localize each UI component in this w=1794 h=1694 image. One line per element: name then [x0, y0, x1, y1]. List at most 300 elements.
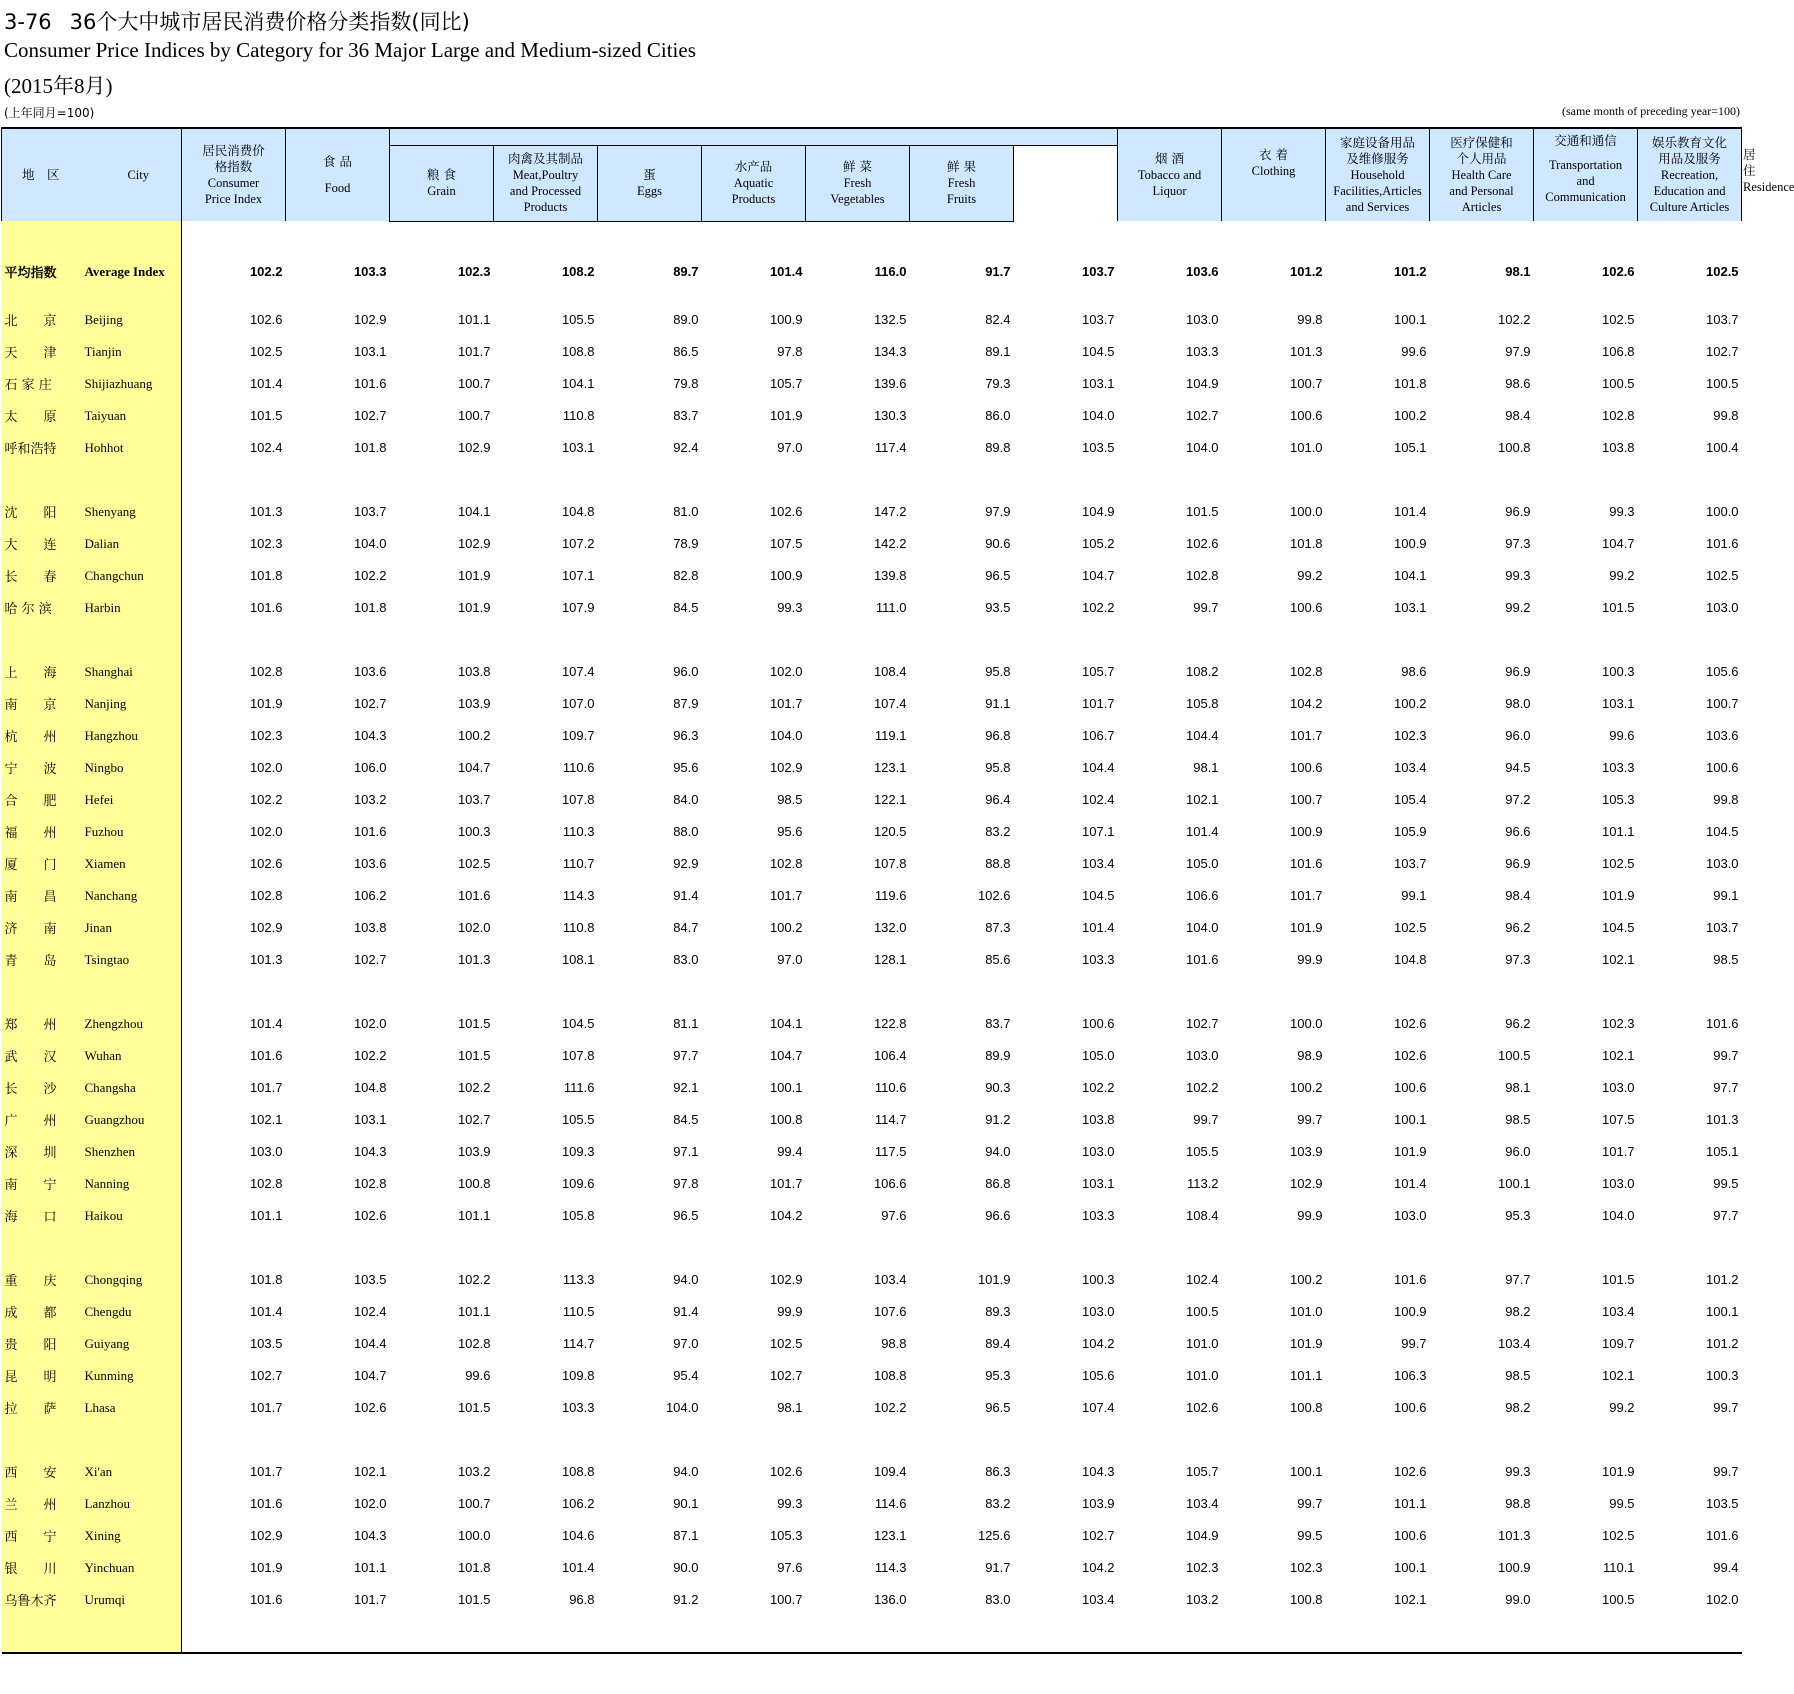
- city-name-cn: 拉 萨: [4, 1402, 57, 1417]
- index-value: 104.3: [1082, 1464, 1115, 1479]
- index-value: 105.4: [1394, 792, 1427, 807]
- header-meat-en: Meat,Poultry and Processed Products: [509, 168, 582, 214]
- row-label: [2, 1488, 182, 1520]
- city-row: [2, 688, 1742, 720]
- header-fruits: [910, 145, 1014, 221]
- index-value: 102.5: [1706, 568, 1739, 583]
- blank-cell: [702, 1616, 806, 1653]
- index-value: 105.5: [1186, 1144, 1219, 1159]
- index-value: 95.8: [985, 760, 1011, 775]
- header-region: [2, 128, 182, 221]
- index-value: 96.9: [1505, 856, 1531, 871]
- index-value: 103.7: [1082, 264, 1115, 279]
- blank-cell: [702, 464, 806, 496]
- index-value: 105.3: [1602, 792, 1635, 807]
- row-label: [2, 1520, 182, 1552]
- city-row: [2, 1200, 1742, 1232]
- index-value: 107.5: [769, 536, 803, 551]
- index-value: 101.5: [457, 1592, 491, 1607]
- index-value: 99.7: [1713, 1048, 1739, 1063]
- index-value: 104.3: [353, 1528, 387, 1543]
- blank-cell: [1638, 1616, 1742, 1653]
- city-name-cn: 长 春: [4, 570, 57, 585]
- index-value: 113.2: [1186, 1176, 1219, 1191]
- city-name-en: Xi'an: [84, 1463, 113, 1479]
- city-row: [2, 1520, 1742, 1552]
- index-value: 100.5: [1706, 376, 1739, 391]
- city-row: [2, 880, 1742, 912]
- city-row: [2, 304, 1742, 336]
- index-value: 101.4: [1082, 920, 1115, 935]
- header-tobacco-en: Tobacco and Liquor: [1137, 168, 1202, 198]
- blank-cell: [702, 1232, 806, 1264]
- index-value: 102.9: [353, 312, 387, 327]
- index-value: 95.3: [985, 1368, 1011, 1383]
- index-value: 105.5: [561, 1112, 595, 1127]
- city-row: [2, 1264, 1742, 1296]
- index-value: 98.8: [881, 1336, 907, 1351]
- index-value: 103.3: [561, 1400, 595, 1415]
- index-value: 101.1: [1394, 1496, 1427, 1511]
- index-value: 101.7: [457, 344, 491, 359]
- index-value: 106.0: [353, 760, 387, 775]
- city-name-cn: 石 家 庄: [4, 378, 52, 393]
- index-value: 110.8: [562, 408, 595, 423]
- header-household-en: Household Facilities,Articles and Services: [1333, 168, 1422, 214]
- index-value: 104.0: [1186, 920, 1219, 935]
- city-name-cn: 南 宁: [4, 1178, 57, 1193]
- index-value: 100.0: [1706, 504, 1739, 519]
- index-value: 105.7: [1186, 1464, 1219, 1479]
- index-value: 99.8: [1297, 312, 1323, 327]
- table-bottom: [2, 1616, 1742, 1653]
- index-value: 104.7: [1602, 536, 1635, 551]
- index-value: 101.5: [1186, 504, 1219, 519]
- index-value: 101.9: [769, 408, 803, 423]
- row-label: [2, 240, 182, 304]
- index-value: 100.6: [1394, 1400, 1427, 1415]
- index-value: 102.4: [1186, 1272, 1219, 1287]
- blank-cell: [1638, 1232, 1742, 1264]
- table-title-cn: [4, 6, 470, 36]
- index-value: 99.8: [1713, 408, 1739, 423]
- blank-cell: [702, 221, 806, 240]
- index-value: 101.5: [457, 1400, 491, 1415]
- index-value: 102.0: [457, 920, 491, 935]
- index-value: 101.8: [1394, 376, 1427, 391]
- index-value: 102.7: [249, 1368, 283, 1383]
- blank-cell: [1638, 624, 1742, 656]
- city-name-en: Jinan: [84, 919, 112, 935]
- blank-cell: [910, 976, 1014, 1008]
- index-value: 101.7: [769, 888, 803, 903]
- header-transport: [1534, 128, 1638, 221]
- index-value: 99.4: [777, 1144, 803, 1159]
- index-value: 103.2: [1186, 1592, 1219, 1607]
- header-recreation-cn: 娱乐教育文化用品及服务: [1652, 135, 1728, 166]
- row-label: [2, 880, 182, 912]
- blank-cell: [806, 1232, 910, 1264]
- index-value: 96.5: [985, 568, 1011, 583]
- index-value: 100.6: [1394, 1080, 1427, 1095]
- index-value: 89.1: [985, 344, 1011, 359]
- city-name-en: Hohhot: [84, 439, 124, 455]
- city-name-cn: 呼和浩特: [4, 442, 57, 457]
- row-label: [2, 1584, 182, 1616]
- index-value: 107.4: [561, 664, 595, 679]
- index-value: 101.5: [457, 1016, 491, 1031]
- city-name-cn: 北 京: [4, 314, 57, 329]
- index-value: 97.6: [777, 1560, 803, 1575]
- city-row: [2, 1136, 1742, 1168]
- index-value: 98.1: [1193, 760, 1219, 775]
- index-value: 100.1: [1290, 1464, 1323, 1479]
- index-value: 102.6: [1602, 264, 1635, 279]
- index-value: 89.9: [985, 1048, 1011, 1063]
- index-value: 91.2: [985, 1112, 1011, 1127]
- index-value: 101.6: [353, 376, 387, 391]
- index-value: 102.9: [1290, 1176, 1323, 1191]
- index-value: 107.5: [1602, 1112, 1635, 1127]
- index-value: 102.7: [1082, 1528, 1115, 1543]
- city-row: [2, 1104, 1742, 1136]
- index-value: 106.3: [1394, 1368, 1427, 1383]
- index-value: 105.0: [1082, 1048, 1115, 1063]
- blank-cell: [910, 1424, 1014, 1456]
- index-value: 96.4: [985, 792, 1011, 807]
- city-name-cn: 郑 州: [4, 1018, 57, 1033]
- index-value: 101.2: [1706, 1272, 1739, 1287]
- index-value: 100.0: [1290, 1016, 1323, 1031]
- index-value: 99.7: [1193, 1112, 1219, 1127]
- index-value: 102.8: [769, 856, 803, 871]
- index-value: 123.1: [873, 1528, 907, 1543]
- index-value: 105.6: [1082, 1368, 1115, 1383]
- index-value: 101.9: [1290, 920, 1323, 935]
- blank-cell: [1222, 221, 1326, 240]
- blank-cell: [182, 976, 286, 1008]
- index-value: 104.1: [1394, 568, 1427, 583]
- header-grain-en: Grain: [427, 184, 456, 198]
- index-value: 102.8: [457, 1336, 491, 1351]
- index-value: 101.9: [1290, 1336, 1323, 1351]
- header-clothing: [1222, 128, 1326, 221]
- index-value: 100.8: [457, 1176, 491, 1191]
- blank-cell: [390, 221, 494, 240]
- blank-cell: [1014, 1616, 1118, 1653]
- index-value: 104.0: [1082, 408, 1115, 423]
- row-label-blank: [2, 976, 182, 1008]
- blank-cell: [286, 624, 390, 656]
- index-value: 107.8: [561, 1048, 595, 1063]
- city-row: [2, 1168, 1742, 1200]
- index-value: 90.6: [985, 536, 1011, 551]
- index-value: 103.7: [353, 504, 387, 519]
- table-title-en: Consumer Price Indices by Category for 36 Major Large and Medium-sized Cities: [4, 38, 696, 62]
- index-value: 101.6: [1706, 1528, 1739, 1543]
- row-label: [2, 912, 182, 944]
- index-value: 104.4: [353, 1336, 387, 1351]
- blank-cell: [1118, 221, 1222, 240]
- index-value: 96.0: [1505, 728, 1531, 743]
- index-value: 91.1: [985, 696, 1011, 711]
- index-value: 97.8: [777, 344, 803, 359]
- index-value: 109.7: [561, 728, 595, 743]
- index-value: 86.3: [985, 1464, 1011, 1479]
- row-label: [2, 784, 182, 816]
- index-value: 110.5: [562, 1304, 595, 1319]
- index-value: 101.8: [353, 600, 387, 615]
- header-region-cn: 地 区: [22, 167, 60, 182]
- index-value: 98.9: [1297, 1048, 1323, 1063]
- index-value: 99.3: [777, 1496, 803, 1511]
- city-name-en: Changchun: [84, 567, 144, 583]
- row-label: [2, 1072, 182, 1104]
- index-value: 102.6: [353, 1208, 387, 1223]
- index-value: 102.5: [249, 344, 283, 359]
- index-value: 119.1: [874, 728, 907, 743]
- blank-cell: [1118, 464, 1222, 496]
- index-value: 99.9: [777, 1304, 803, 1319]
- index-value: 103.0: [249, 1144, 283, 1159]
- city-name-cn: 西 宁: [4, 1530, 57, 1545]
- index-value: 89.7: [673, 264, 699, 279]
- index-value: 100.7: [1706, 696, 1739, 711]
- index-value: 100.9: [1394, 536, 1427, 551]
- city-name-cn: 青 岛: [4, 954, 57, 969]
- index-value: 95.8: [985, 664, 1011, 679]
- index-value: 99.9: [1297, 952, 1323, 967]
- index-value: 101.9: [457, 600, 491, 615]
- index-value: 95.6: [777, 824, 803, 839]
- city-row: [2, 496, 1742, 528]
- index-value: 100.5: [1498, 1048, 1531, 1063]
- index-value: 101.1: [249, 1208, 283, 1223]
- index-value: 102.6: [769, 1464, 803, 1479]
- index-value: 101.9: [249, 1560, 283, 1575]
- index-value: 103.8: [457, 664, 491, 679]
- index-value: 102.5: [1602, 312, 1635, 327]
- index-value: 101.8: [249, 568, 283, 583]
- city-row: [2, 560, 1742, 592]
- city-name-en: Lhasa: [84, 1399, 116, 1415]
- index-value: 101.4: [561, 1560, 595, 1575]
- index-value: 119.6: [874, 888, 907, 903]
- index-value: 98.5: [1505, 1368, 1531, 1383]
- index-value: 100.8: [1290, 1592, 1323, 1607]
- index-value: 92.9: [673, 856, 699, 871]
- index-value: 99.2: [1609, 1400, 1635, 1415]
- index-value: 98.2: [1505, 1304, 1531, 1319]
- index-value: 101.7: [769, 1176, 803, 1191]
- blank-cell: [806, 624, 910, 656]
- index-value: 102.6: [1186, 536, 1219, 551]
- header-recreation-en: Recreation, Education and Culture Articles: [1649, 168, 1730, 214]
- row-label: [2, 1456, 182, 1488]
- index-value: 100.2: [457, 728, 491, 743]
- index-value: 106.8: [1602, 344, 1635, 359]
- index-value: 104.3: [353, 1144, 387, 1159]
- blank-cell: [1326, 1424, 1430, 1456]
- index-value: 105.6: [1706, 664, 1739, 679]
- index-value: 102.6: [249, 856, 283, 871]
- index-value: 87.9: [673, 696, 699, 711]
- header-cpi-cn: 居民消费价格指数: [202, 143, 265, 174]
- blank-cell: [1430, 1424, 1534, 1456]
- blank-cell: [182, 464, 286, 496]
- index-value: 101.6: [249, 1048, 283, 1063]
- index-value: 94.0: [673, 1464, 699, 1479]
- city-name-en: Taiyuan: [84, 407, 127, 423]
- header-transport-cn: 交通和通信: [1554, 133, 1617, 148]
- index-value: 107.2: [561, 536, 595, 551]
- index-value: 101.9: [1602, 888, 1635, 903]
- index-value: 106.2: [561, 1496, 595, 1511]
- blank-cell: [1222, 464, 1326, 496]
- index-value: 105.7: [769, 376, 803, 391]
- index-value: 102.5: [1394, 920, 1427, 935]
- blank-cell: [1014, 1232, 1118, 1264]
- index-value: 102.7: [457, 1112, 491, 1127]
- blank-cell: [1326, 624, 1430, 656]
- header-food-cn: 食 品: [323, 154, 352, 169]
- index-value: 98.5: [1505, 1112, 1531, 1127]
- index-value: 102.7: [1186, 408, 1219, 423]
- index-value: 101.8: [457, 1560, 491, 1575]
- city-row: [2, 944, 1742, 976]
- index-value: 120.5: [873, 824, 907, 839]
- index-value: 100.1: [1394, 1112, 1427, 1127]
- index-value: 108.2: [561, 264, 595, 279]
- index-value: 99.9: [1297, 1208, 1323, 1223]
- city-name-cn: 深 圳: [4, 1146, 57, 1161]
- index-value: 103.9: [1290, 1144, 1323, 1159]
- blank-cell: [390, 1424, 494, 1456]
- index-value: 100.2: [1290, 1080, 1323, 1095]
- index-value: 98.0: [1505, 696, 1531, 711]
- index-value: 97.3: [1505, 536, 1531, 551]
- city-name-cn: 成 都: [4, 1306, 57, 1321]
- index-value: 103.0: [1186, 312, 1219, 327]
- index-value: 102.1: [353, 1464, 387, 1479]
- index-value: 102.8: [353, 1176, 387, 1191]
- header-grain-cn: 粮 食: [427, 167, 456, 182]
- index-value: 102.2: [353, 1048, 387, 1063]
- index-value: 100.7: [1290, 792, 1323, 807]
- city-name-en: Changsha: [84, 1079, 136, 1095]
- index-value: 101.2: [1394, 264, 1427, 279]
- blank-cell: [1430, 464, 1534, 496]
- index-value: 107.8: [561, 792, 595, 807]
- index-value: 88.0: [673, 824, 699, 839]
- index-value: 101.9: [1394, 1144, 1427, 1159]
- blank-cell: [910, 1232, 1014, 1264]
- index-value: 109.7: [1602, 1336, 1635, 1351]
- city-name-en: Tsingtao: [84, 951, 130, 967]
- row-label: [2, 1136, 182, 1168]
- index-value: 100.2: [769, 920, 803, 935]
- index-value: 101.0: [1290, 440, 1323, 455]
- index-value: 103.6: [353, 664, 387, 679]
- index-value: 101.4: [1186, 824, 1219, 839]
- city-name-cn: 福 州: [4, 826, 57, 841]
- index-value: 102.8: [1602, 408, 1635, 423]
- city-name-en: Shanghai: [84, 663, 133, 679]
- blank-cell: [910, 624, 1014, 656]
- index-value: 99.6: [1609, 728, 1635, 743]
- city-name-en: Nanchang: [84, 887, 138, 903]
- index-value: 101.7: [1602, 1144, 1635, 1159]
- index-value: 102.2: [873, 1400, 907, 1415]
- index-value: 104.7: [353, 1368, 387, 1383]
- city-name-en: Tianjin: [84, 343, 122, 359]
- row-label-blank: [2, 1424, 182, 1456]
- index-value: 105.8: [561, 1208, 595, 1223]
- index-value: 130.3: [873, 408, 907, 423]
- row-label-blank: [2, 464, 182, 496]
- index-value: 100.7: [457, 408, 491, 423]
- index-value: 99.3: [1609, 504, 1635, 519]
- index-value: 103.4: [1082, 856, 1115, 871]
- index-value: 102.0: [249, 824, 283, 839]
- index-value: 101.0: [1186, 1336, 1219, 1351]
- index-value: 104.4: [1082, 760, 1115, 775]
- blank-cell: [1638, 464, 1742, 496]
- index-value: 103.1: [1394, 600, 1427, 615]
- index-value: 104.1: [561, 376, 595, 391]
- index-value: 102.9: [457, 536, 491, 551]
- city-name-cn: 昆 明: [4, 1370, 57, 1385]
- index-value: 91.7: [985, 264, 1011, 279]
- city-name-en: Shenzhen: [84, 1143, 136, 1159]
- index-value: 103.7: [1706, 920, 1739, 935]
- index-value: 90.3: [985, 1080, 1011, 1095]
- index-value: 97.0: [777, 440, 803, 455]
- blank-cell: [390, 624, 494, 656]
- header-health-cn: 医疗保健和个人用品: [1450, 135, 1513, 166]
- index-value: 101.6: [1706, 536, 1739, 551]
- index-value: 101.9: [977, 1272, 1011, 1287]
- index-value: 100.0: [1290, 504, 1323, 519]
- city-name-cn: 重 庆: [4, 1274, 57, 1289]
- index-value: 101.1: [457, 1208, 491, 1223]
- index-value: 97.0: [777, 952, 803, 967]
- index-value: 103.8: [1082, 1112, 1115, 1127]
- index-value: 86.8: [985, 1176, 1011, 1191]
- index-value: 91.4: [673, 1304, 699, 1319]
- index-value: 102.3: [457, 264, 491, 279]
- blank-cell: [1014, 464, 1118, 496]
- index-value: 102.4: [1082, 792, 1115, 807]
- blank-cell: [1118, 1232, 1222, 1264]
- blank-cell: [1430, 976, 1534, 1008]
- index-value: 100.9: [769, 312, 803, 327]
- index-value: 101.4: [249, 1304, 283, 1319]
- index-value: 102.9: [249, 920, 283, 935]
- index-value: 87.3: [985, 920, 1011, 935]
- blank-cell: [1326, 1232, 1430, 1264]
- city-name-en: Average Index: [84, 263, 165, 279]
- group-spacer: [2, 976, 1742, 1008]
- index-value: 100.9: [1498, 1560, 1531, 1575]
- index-value: 100.5: [1602, 376, 1635, 391]
- index-value: 116.0: [874, 264, 907, 279]
- index-value: 103.6: [353, 856, 387, 871]
- index-value: 104.5: [561, 1016, 595, 1031]
- index-value: 101.6: [353, 824, 387, 839]
- city-name-en: Shenyang: [84, 503, 136, 519]
- index-value: 103.4: [1186, 1496, 1219, 1511]
